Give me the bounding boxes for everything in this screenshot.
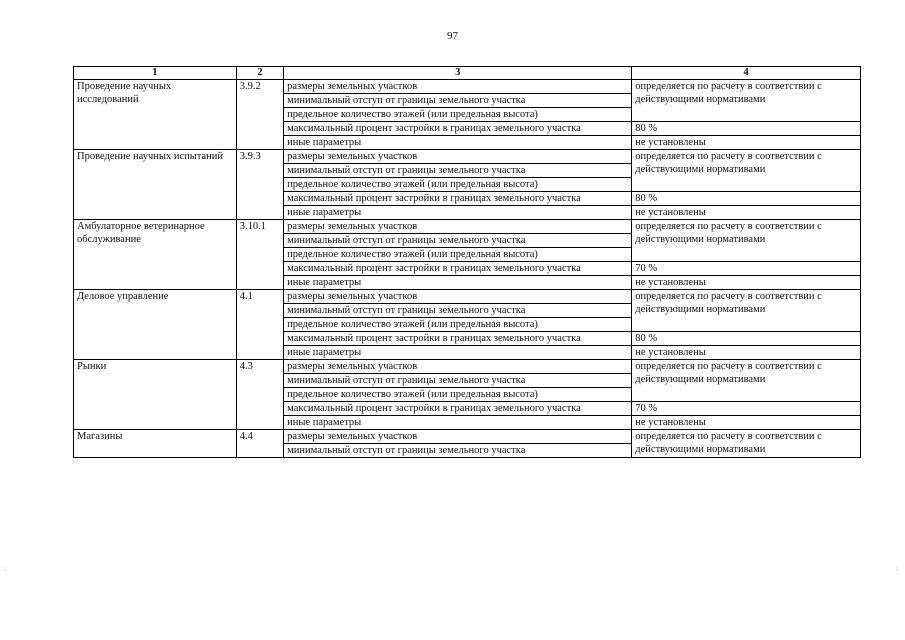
parameter-cell: минимальный отступ от границы земельного участка [284, 164, 632, 178]
parameter-cell: иные параметры [284, 276, 632, 290]
value-other-cell: не установлены [632, 136, 861, 150]
land-use-name: Рынки [74, 360, 237, 430]
parameter-cell: размеры земельных участков [284, 150, 632, 164]
land-use-code: 4.3 [236, 360, 283, 430]
parameters-table [73, 66, 861, 458]
parameter-cell: максимальный процент застройки в границах земельного участка [284, 332, 632, 346]
header-col-4: 4 [632, 67, 861, 80]
parameter-cell: предельное количество этажей (или предельная высота) [284, 318, 632, 332]
header-col-1: 1 [74, 67, 237, 80]
parameter-cell: предельное количество этажей (или предельная высота) [284, 178, 632, 192]
value-percent-cell: 80 % [632, 122, 861, 136]
parameter-cell: иные параметры [284, 416, 632, 430]
land-use-code: 3.9.2 [236, 80, 283, 150]
land-use-code: 4.4 [236, 430, 283, 458]
value-calc-cell: определяется по расчету в соответствии с действующими нормативами [632, 220, 861, 262]
value-calc-cell: определяется по расчету в соответствии с действующими нормативами [632, 430, 861, 458]
left-edge-mark: : [4, 565, 6, 573]
table-body [74, 80, 861, 458]
parameter-cell: размеры земельных участков [284, 290, 632, 304]
parameter-cell: иные параметры [284, 136, 632, 150]
table-header-row [74, 67, 861, 80]
value-calc-cell: определяется по расчету в соответствии с действующими нормативами [632, 80, 861, 122]
value-other-cell: не установлены [632, 416, 861, 430]
right-edge-mark: : [896, 565, 898, 573]
parameter-cell: максимальный процент застройки в границах земельного участка [284, 192, 632, 206]
land-use-name: Проведение научных испытаний [74, 150, 237, 220]
header-col-2: 2 [236, 67, 283, 80]
value-other-cell: не установлены [632, 206, 861, 220]
value-percent-cell: 80 % [632, 332, 861, 346]
parameter-cell: предельное количество этажей (или предельная высота) [284, 108, 632, 122]
value-other-cell: не установлены [632, 276, 861, 290]
parameter-cell: предельное количество этажей (или предельная высота) [284, 248, 632, 262]
page-number: 97 [447, 30, 458, 42]
value-percent-cell: 80 % [632, 192, 861, 206]
parameter-cell: максимальный процент застройки в границах земельного участка [284, 122, 632, 136]
land-use-name: Проведение научных исследований [74, 80, 237, 150]
parameter-cell: минимальный отступ от границы земельного участка [284, 444, 632, 458]
parameter-cell: минимальный отступ от границы земельного участка [284, 94, 632, 108]
table-row [74, 220, 861, 234]
table-row [74, 290, 861, 304]
value-calc-cell: определяется по расчету в соответствии с действующими нормативами [632, 150, 861, 192]
header-col-3: 3 [284, 67, 632, 80]
land-use-name: Амбулаторное ветеринарное обслуживание [74, 220, 237, 290]
table-row [74, 150, 861, 164]
table-row [74, 360, 861, 374]
parameter-cell: максимальный процент застройки в границах земельного участка [284, 402, 632, 416]
parameter-cell: минимальный отступ от границы земельного участка [284, 234, 632, 248]
parameter-cell: размеры земельных участков [284, 360, 632, 374]
land-use-name: Деловое управление [74, 290, 237, 360]
value-calc-cell: определяется по расчету в соответствии с действующими нормативами [632, 290, 861, 332]
land-use-code: 3.9.3 [236, 150, 283, 220]
table-row [74, 80, 861, 94]
value-other-cell: не установлены [632, 346, 861, 360]
value-percent-cell: 70 % [632, 262, 861, 276]
parameter-cell: размеры земельных участков [284, 220, 632, 234]
land-use-code: 3.10.1 [236, 220, 283, 290]
land-use-name: Магазины [74, 430, 237, 458]
parameter-cell: минимальный отступ от границы земельного участка [284, 374, 632, 388]
parameter-cell: размеры земельных участков [284, 430, 632, 444]
parameter-cell: размеры земельных участков [284, 80, 632, 94]
table-row [74, 430, 861, 444]
parameter-cell: иные параметры [284, 206, 632, 220]
value-calc-cell: определяется по расчету в соответствии с действующими нормативами [632, 360, 861, 402]
value-percent-cell: 70 % [632, 402, 861, 416]
land-use-code: 4.1 [236, 290, 283, 360]
parameter-cell: максимальный процент застройки в границах земельного участка [284, 262, 632, 276]
parameter-cell: предельное количество этажей (или предельная высота) [284, 388, 632, 402]
parameter-cell: иные параметры [284, 346, 632, 360]
parameter-cell: минимальный отступ от границы земельного участка [284, 304, 632, 318]
